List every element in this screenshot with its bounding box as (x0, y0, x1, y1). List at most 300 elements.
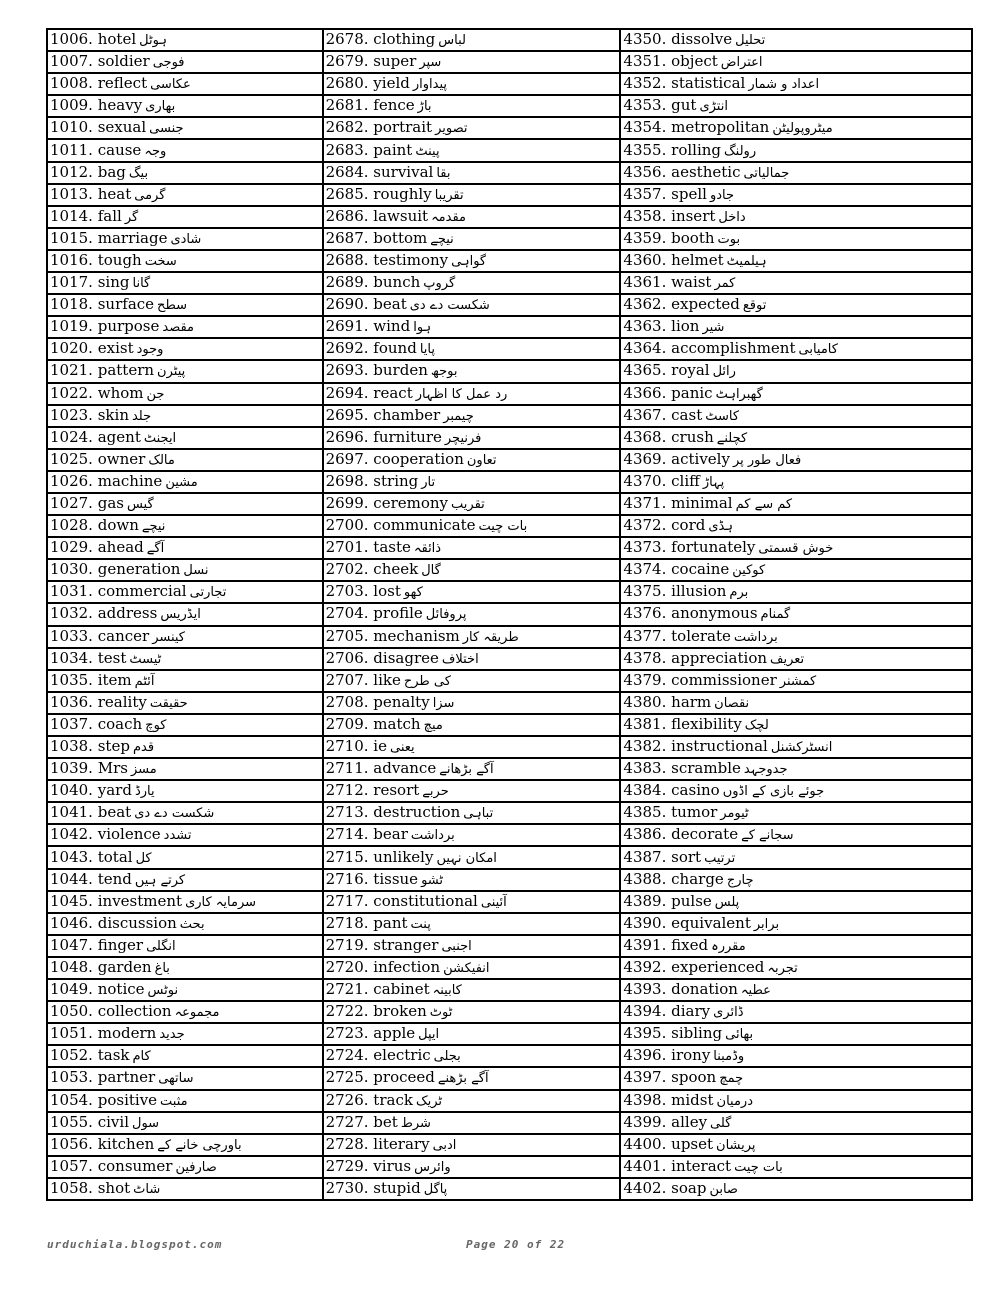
entry-number: 2705. (325, 626, 369, 645)
entry-english: alley (671, 1112, 708, 1131)
vocab-entry (323, 1112, 621, 1134)
vocab-entry (620, 405, 972, 427)
entry-english: sexual (97, 118, 147, 137)
entry-urdu: پیداوار (412, 77, 448, 93)
entry-number: 2707. (325, 670, 369, 689)
entry-english: proceed (373, 1068, 435, 1087)
entry-urdu: تشدد (163, 828, 192, 844)
entry-english: testimony (373, 250, 449, 269)
entry-number: 1055. (50, 1112, 93, 1131)
vocab-entry (323, 714, 621, 736)
entry-urdu: ادبی (432, 1137, 457, 1153)
entry-urdu: کرتے ہیں (134, 872, 186, 888)
entry-urdu: کمر (714, 276, 736, 292)
entry-english: test (97, 648, 127, 667)
table-row (47, 1067, 972, 1089)
entry-english: item (97, 670, 132, 689)
entry-number: 2724. (325, 1046, 369, 1065)
entry-number: 4354. (623, 118, 667, 137)
entry-number: 1011. (50, 140, 93, 159)
vocab-entry (47, 714, 323, 736)
entry-number: 4360. (623, 250, 667, 269)
table-row (47, 780, 972, 802)
entry-number: 2685. (325, 184, 369, 203)
entry-urdu: مالک (148, 452, 175, 468)
vocab-entry (47, 1156, 323, 1178)
entry-urdu: بقا (436, 165, 451, 181)
table-row (47, 162, 972, 184)
entry-number: 2696. (325, 427, 369, 446)
vocab-entry (620, 1090, 972, 1112)
entry-english: string (373, 471, 419, 490)
vocab-entry (323, 51, 621, 73)
vocab-entry (620, 846, 972, 868)
entry-number: 1028. (50, 516, 93, 535)
vocab-entry (47, 736, 323, 758)
entry-number: 1057. (50, 1156, 93, 1175)
vocab-entry (620, 250, 972, 272)
entry-number: 1031. (50, 582, 93, 601)
vocab-entry (323, 603, 621, 625)
entry-english: cancer (97, 626, 150, 645)
entry-number: 1033. (50, 626, 93, 645)
entry-english: crush (671, 427, 714, 446)
entry-urdu: ایڈریس (160, 607, 201, 623)
vocab-entry (323, 957, 621, 979)
entry-english: mechanism (373, 626, 460, 645)
entry-english: fixed (671, 935, 709, 954)
entry-english: royal (671, 361, 710, 380)
entry-number: 4389. (623, 891, 667, 910)
entry-number: 2697. (325, 449, 369, 468)
entry-number: 4365. (623, 361, 667, 380)
entry-english: rolling (671, 140, 722, 159)
entry-english: taste (373, 538, 411, 557)
entry-urdu: عکاسی (150, 77, 191, 93)
vocab-entry (47, 537, 323, 559)
entry-english: object (671, 52, 718, 71)
entry-english: roughly (373, 184, 432, 203)
vocab-entry (620, 1001, 972, 1023)
vocab-entry (47, 139, 323, 161)
entry-urdu: بیگ (128, 165, 149, 181)
vocab-entry (620, 802, 972, 824)
vocab-entry (323, 935, 621, 957)
vocab-entry (47, 162, 323, 184)
entry-english: found (373, 339, 417, 358)
entry-number: 2692. (325, 339, 369, 358)
entry-number: 1040. (50, 781, 93, 800)
entry-english: tolerate (671, 626, 731, 645)
table-row (47, 1134, 972, 1156)
entry-urdu: وجہ (144, 143, 167, 159)
entry-number: 2680. (325, 74, 369, 93)
entry-english: insert (671, 206, 716, 225)
entry-number: 2683. (325, 140, 369, 159)
entry-english: broken (373, 1002, 427, 1021)
entry-english: aesthetic (671, 162, 741, 181)
entry-number: 1017. (50, 273, 93, 292)
entry-english: casino (671, 781, 720, 800)
entry-english: tough (97, 250, 142, 269)
table-row (47, 692, 972, 714)
entry-number: 1038. (50, 737, 93, 756)
vocab-entry (620, 162, 972, 184)
vocab-entry (323, 29, 621, 51)
entry-number: 2686. (325, 206, 369, 225)
vocab-entry (47, 626, 323, 648)
entry-urdu: ہوا (413, 320, 432, 336)
vocab-entry (323, 360, 621, 382)
entry-number: 4381. (623, 714, 667, 733)
entry-number: 2713. (325, 803, 369, 822)
entry-english: disagree (373, 648, 439, 667)
entry-english: ahead (97, 538, 144, 557)
vocab-entry (620, 537, 972, 559)
entry-number: 2681. (325, 96, 369, 115)
entry-english: civil (97, 1112, 130, 1131)
vocab-entry (47, 471, 323, 493)
entry-english: surface (97, 295, 155, 314)
entry-english: generation (97, 560, 181, 579)
vocab-entry (47, 493, 323, 515)
entry-english: lawsuit (373, 206, 429, 225)
entry-number: 1016. (50, 250, 93, 269)
vocab-entry (620, 559, 972, 581)
vocab-entry (323, 515, 621, 537)
vocab-entry (620, 117, 972, 139)
entry-urdu: جلد (131, 408, 152, 424)
entry-number: 1024. (50, 427, 93, 446)
entry-english: virus (373, 1156, 412, 1175)
table-row (47, 316, 972, 338)
entry-urdu: سطح (157, 298, 187, 314)
entry-number: 2725. (325, 1068, 369, 1087)
entry-number: 4387. (623, 847, 667, 866)
entry-urdu: نوٹس (147, 983, 179, 999)
table-row (47, 73, 972, 95)
entry-number: 1022. (50, 383, 93, 402)
entry-urdu: کھو (403, 585, 423, 601)
vocab-entry (323, 891, 621, 913)
entry-number: 4401. (623, 1156, 667, 1175)
table-row (47, 670, 972, 692)
entry-english: bag (97, 162, 126, 181)
entry-english: anonymous (671, 604, 758, 623)
entry-english: Mrs (97, 759, 128, 778)
entry-number: 2709. (325, 714, 369, 733)
table-row (47, 1156, 972, 1178)
vocab-entry (620, 979, 972, 1001)
entry-urdu: میٹروپولیٹن (772, 121, 833, 137)
entry-number: 4386. (623, 825, 667, 844)
entry-number: 2694. (325, 383, 369, 402)
entry-english: ie (373, 737, 387, 756)
table-row (47, 471, 972, 493)
entry-number: 4382. (623, 737, 667, 756)
entry-urdu: آگے بڑھانے (439, 762, 494, 778)
entry-urdu: ترتیب (704, 850, 736, 866)
table-row (47, 957, 972, 979)
entry-urdu: پروفائل (425, 607, 467, 623)
entry-urdu: تجارتی (189, 585, 227, 601)
entry-number: 1053. (50, 1068, 93, 1087)
vocab-entry (47, 383, 323, 405)
entry-english: paint (373, 140, 413, 159)
entry-urdu: گھبراہٹ (715, 386, 763, 402)
entry-urdu: امکان نہیں (436, 850, 497, 866)
entry-english: violence (97, 825, 161, 844)
entry-english: partner (97, 1068, 156, 1087)
entry-number: 2712. (325, 781, 369, 800)
vocab-entry (323, 846, 621, 868)
entry-english: pulse (671, 891, 712, 910)
entry-english: react (373, 383, 413, 402)
table-row (47, 206, 972, 228)
entry-number: 2719. (325, 935, 369, 954)
table-row (47, 559, 972, 581)
entry-urdu: شکست دے دی (134, 806, 215, 822)
entry-number: 2728. (325, 1134, 369, 1153)
entry-number: 1014. (50, 206, 93, 225)
entry-urdu: یارڈ (134, 784, 155, 800)
vocab-entry (323, 1067, 621, 1089)
entry-urdu: جمالیاتی (743, 165, 790, 181)
vocab-entry (620, 95, 972, 117)
vocab-entry (323, 648, 621, 670)
vocab-entry (47, 581, 323, 603)
entry-english: statistical (671, 74, 746, 93)
vocab-entry (620, 427, 972, 449)
vocab-entry (47, 1178, 323, 1200)
vocab-entry (47, 1112, 323, 1134)
entry-urdu: کی طرح (403, 673, 451, 689)
entry-english: consumer (97, 1156, 173, 1175)
table-row (47, 427, 972, 449)
entry-english: stranger (373, 935, 439, 954)
entry-urdu: برم (729, 585, 749, 601)
vocab-entry (323, 1001, 621, 1023)
vocab-entry (47, 184, 323, 206)
entry-english: electric (373, 1046, 431, 1065)
vocab-entry (620, 648, 972, 670)
entry-urdu: بھائی (725, 1027, 754, 1043)
entry-number: 4355. (623, 140, 667, 159)
entry-english: constitutional (373, 891, 478, 910)
vocab-entry (620, 139, 972, 161)
entry-number: 4361. (623, 273, 667, 292)
entry-urdu: نسل (183, 563, 209, 579)
entry-urdu: نقصان (714, 695, 750, 711)
entry-english: exist (97, 339, 134, 358)
entry-number: 4372. (623, 516, 667, 535)
table-row (47, 294, 972, 316)
entry-urdu: چارج (726, 872, 754, 888)
table-row (47, 603, 972, 625)
vocab-entry (323, 1134, 621, 1156)
entry-english: garden (97, 957, 152, 976)
entry-urdu: مقدمہ (431, 209, 467, 225)
entry-urdu: کابینہ (432, 983, 462, 999)
entry-urdu: بحث (179, 916, 205, 932)
entry-number: 2689. (325, 273, 369, 292)
entry-english: equivalent (671, 913, 751, 932)
entry-urdu: جوئے بازی کے اڈوں (722, 784, 825, 800)
entry-english: super (373, 52, 417, 71)
vocab-entry (620, 316, 972, 338)
table-row (47, 869, 972, 891)
table-row (47, 51, 972, 73)
entry-urdu: شرط (400, 1115, 431, 1131)
entry-number: 4378. (623, 648, 667, 667)
vocab-entry (323, 1156, 621, 1178)
entry-english: communicate (373, 516, 476, 535)
table-row (47, 95, 972, 117)
table-row (47, 139, 972, 161)
entry-english: tissue (373, 869, 419, 888)
vocab-entry (620, 581, 972, 603)
entry-urdu: چمچ (719, 1071, 744, 1087)
entry-english: charge (671, 869, 724, 888)
entry-english: marriage (97, 228, 168, 247)
entry-urdu: آگے بڑھنے (437, 1071, 489, 1087)
vocab-entry (620, 272, 972, 294)
entry-english: task (97, 1046, 130, 1065)
entry-english: tumor (671, 803, 718, 822)
entry-urdu: فعال طور پر (732, 452, 802, 468)
entry-number: 1009. (50, 96, 93, 115)
entry-urdu: حقیقت (149, 695, 188, 711)
entry-urdu: رد عمل کا اظہار (415, 386, 508, 402)
entry-english: modern (97, 1024, 157, 1043)
entry-urdu: برداشت (410, 828, 455, 844)
vocab-entry (323, 73, 621, 95)
entry-urdu: رولنگ (724, 143, 757, 159)
entry-english: commissioner (671, 670, 777, 689)
vocab-entry (323, 758, 621, 780)
entry-number: 4358. (623, 206, 667, 225)
entry-urdu: کم سے کم (735, 497, 793, 513)
entry-english: cabinet (373, 980, 430, 999)
vocab-entry (620, 824, 972, 846)
vocab-entry (47, 1090, 323, 1112)
entry-english: portrait (373, 118, 433, 137)
entry-urdu: فرنیچر (444, 430, 482, 446)
vocab-entry (323, 471, 621, 493)
table-row (47, 648, 972, 670)
entry-number: 2682. (325, 118, 369, 137)
entry-english: agent (97, 427, 141, 446)
entry-english: sibling (671, 1024, 723, 1043)
entry-urdu: عطیہ (740, 983, 771, 999)
entry-english: destruction (373, 803, 461, 822)
entry-number: 2699. (325, 494, 369, 513)
vocab-entry (47, 824, 323, 846)
entry-number: 1025. (50, 449, 93, 468)
entry-english: survival (373, 162, 434, 181)
vocab-entry (323, 493, 621, 515)
entry-number: 1050. (50, 1002, 93, 1021)
entry-english: donation (671, 980, 738, 999)
entry-english: lion (671, 317, 700, 336)
vocab-entry (323, 427, 621, 449)
vocab-entry (323, 670, 621, 692)
entry-number: 4356. (623, 162, 667, 181)
vocab-entry (620, 73, 972, 95)
entry-urdu: گلی (710, 1115, 732, 1131)
entry-english: beat (373, 295, 407, 314)
entry-number: 4383. (623, 759, 667, 778)
entry-urdu: سخت (144, 253, 177, 269)
table-row (47, 736, 972, 758)
entry-urdu: حربے (422, 784, 449, 800)
vocab-entry (47, 1001, 323, 1023)
entry-english: minimal (671, 494, 733, 513)
table-row (47, 29, 972, 51)
vocab-entry (47, 1067, 323, 1089)
vocab-entry (323, 316, 621, 338)
table-row (47, 272, 972, 294)
entry-english: pattern (97, 361, 155, 380)
entry-urdu: پریشان (716, 1137, 756, 1153)
entry-number: 4371. (623, 494, 667, 513)
vocab-entry (47, 935, 323, 957)
entry-number: 2722. (325, 1002, 369, 1021)
vocab-entry (323, 1023, 621, 1045)
entry-english: pant (373, 913, 408, 932)
vocab-entry (323, 139, 621, 161)
entry-number: 2688. (325, 250, 369, 269)
vocab-entry (47, 29, 323, 51)
entry-number: 4363. (623, 317, 667, 336)
vocab-entry (47, 603, 323, 625)
entry-number: 2684. (325, 162, 369, 181)
entry-number: 1047. (50, 935, 93, 954)
entry-english: skin (97, 405, 129, 424)
entry-number: 1051. (50, 1024, 93, 1043)
entry-urdu: جنسی (149, 121, 184, 137)
table-row (47, 935, 972, 957)
entry-english: metropolitan (671, 118, 770, 137)
vocab-entry (47, 449, 323, 471)
vocab-entry (47, 957, 323, 979)
entry-english: heat (97, 184, 132, 203)
vocab-entry (47, 891, 323, 913)
vocab-entry (323, 1178, 621, 1200)
entry-number: 1019. (50, 317, 93, 336)
vocab-entry (323, 228, 621, 250)
entry-urdu: لچک (744, 717, 769, 733)
vocab-entry (620, 360, 972, 382)
entry-english: appreciation (671, 648, 768, 667)
vocab-entry (323, 626, 621, 648)
vocab-entry (620, 957, 972, 979)
entry-number: 4377. (623, 626, 667, 645)
entry-urdu: تعاون (466, 452, 497, 468)
entry-urdu: گانا (132, 276, 151, 292)
entry-number: 1008. (50, 74, 93, 93)
entry-urdu: ہوٹل (139, 33, 167, 49)
entry-urdu: آئینی (480, 894, 507, 910)
vocab-entry (47, 846, 323, 868)
vocab-entry (47, 1045, 323, 1067)
entry-english: address (97, 604, 158, 623)
vocab-entry (620, 493, 972, 515)
entry-urdu: ساتھی (158, 1071, 194, 1087)
entry-number: 1006. (50, 30, 93, 49)
entry-urdu: جدوجہد (743, 762, 788, 778)
entry-urdu: گرمی (134, 187, 166, 203)
